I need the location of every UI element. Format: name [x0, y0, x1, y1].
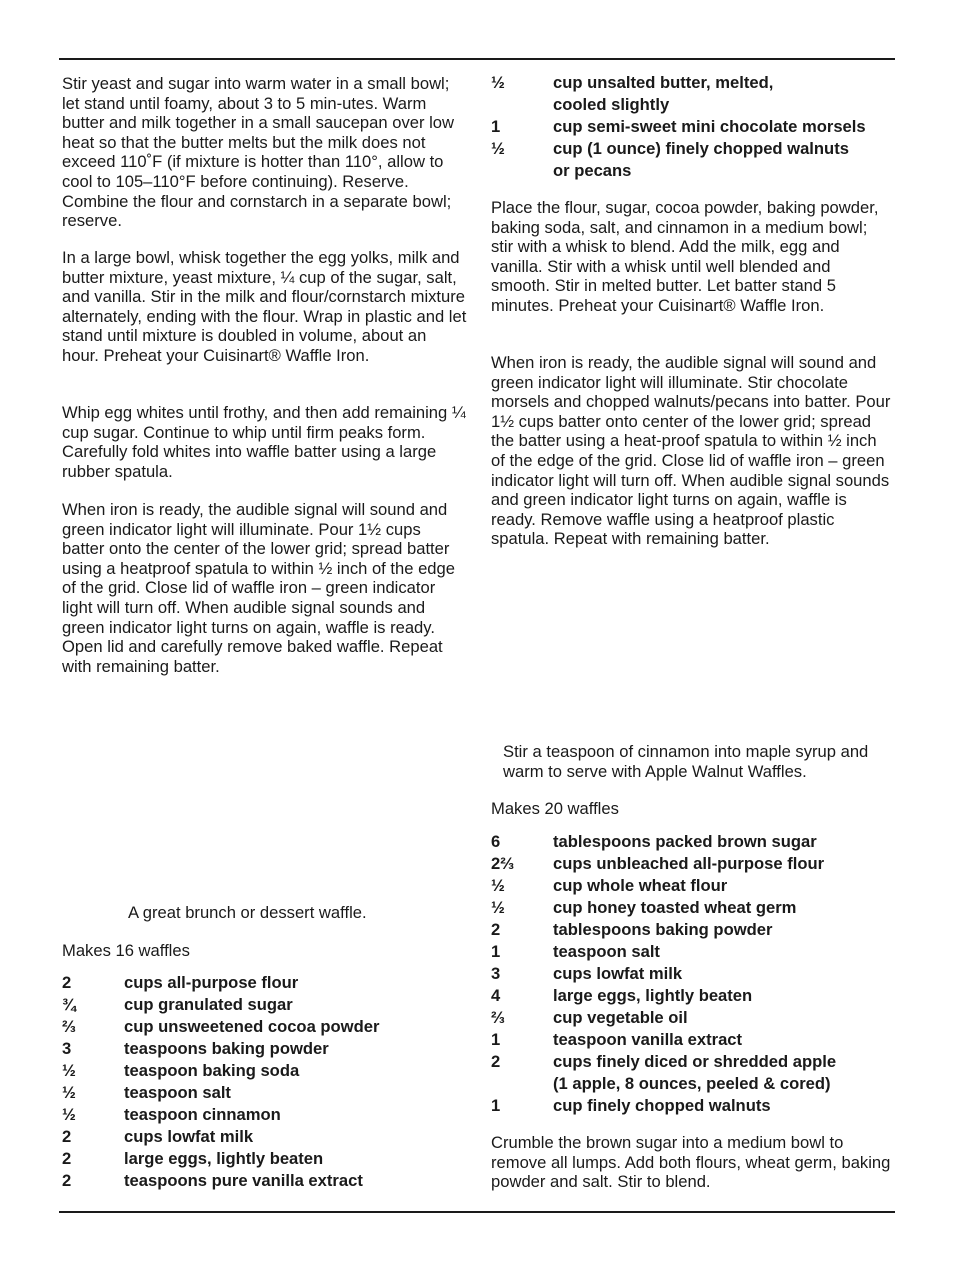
ingredient-qty: 2 [491, 1052, 501, 1071]
ingredient-qty: 1 [491, 117, 501, 136]
ingredient-row [491, 72, 893, 116]
ingredient-row [491, 985, 893, 1007]
chocolate-yield: Makes 16 waffles [62, 941, 190, 960]
ingredient-qty: 2 [62, 1171, 72, 1190]
ingredient-item: cup vegetable oil [553, 1008, 688, 1027]
bottom-rule [59, 1211, 895, 1213]
ingredient-row [62, 994, 467, 1016]
ingredient-item: cup granulated sugar [124, 995, 293, 1014]
ingredient-qty: ½ [62, 1105, 76, 1124]
ingredient-item: cup finely chopped walnuts [553, 1096, 771, 1115]
ingredient-qty: 2 [62, 973, 72, 992]
chocolate-ingredient-list [62, 972, 467, 1192]
ingredient-row [62, 1082, 467, 1104]
ingredient-row [62, 1148, 467, 1170]
ingredient-qty: 1 [491, 942, 501, 961]
ingredient-qty: ½ [491, 73, 505, 92]
apple-ingredient-list [491, 831, 893, 1117]
ingredient-qty: 2 [62, 1127, 72, 1146]
apple-intro: Stir a teaspoon of cinnamon into maple syrup and warm to serve with Apple Walnut Waffles. [503, 742, 869, 781]
ingredient-item: teaspoon vanilla extract [553, 1030, 743, 1049]
ingredient-qty: ¾ [62, 995, 76, 1014]
ingredient-row [62, 1170, 467, 1192]
ingredient-row [491, 138, 893, 182]
ingredient-row [62, 1060, 467, 1082]
top-rule [59, 58, 895, 60]
yeast-step-2: In a large bowl, whisk together the egg yolks, milk and butter mixture, yeast mixture, ¼ cup of the sugar, salt, and vanilla. Stir in the milk and flour/cornstarch mixture alternately, ending with the flour. Wrap in plastic and let stand until mixture is doubled in volume, about an hour. Preheat your Cuisinart® Waffle Iron. [62, 248, 467, 365]
ingredient-row [491, 1029, 893, 1051]
ingredient-qty: 1 [491, 1096, 501, 1115]
ingredient-row [491, 875, 893, 897]
ingredient-row [62, 1126, 467, 1148]
ingredient-qty: 1 [491, 1030, 501, 1049]
chocolate-intro: A great brunch or dessert waffle. [128, 903, 367, 922]
yeast-step-3: Whip egg whites until frothy, and then add remaining ¼ cup sugar. Continue to whip until firm peaks form. Carefully fold whites into waffle batter using a large rubber spatula. [62, 403, 466, 481]
ingredient-item: teaspoon salt [124, 1083, 231, 1102]
ingredient-row [491, 1007, 893, 1029]
yeast-step-1: Stir yeast and sugar into warm water in a small bowl; let stand until foamy, about 3 to 5 min-utes. Warm butter and milk together in a small saucepan over low heat so that the butter melts but the milk does not exceed 110˚F (if mixture is hotter than 110°, allow to cool to 105–110°F before continuing). Reserve. Combine the flour and cornstarch in a separate bowl; reserve. [62, 74, 455, 231]
ingredient-item: cups lowfat milk [124, 1127, 254, 1146]
ingredient-item: cup unsweetened cocoa powder [124, 1017, 380, 1036]
ingredient-item: cup whole wheat flour [553, 876, 728, 895]
ingredient-row [491, 941, 893, 963]
ingredient-item: teaspoon baking soda [124, 1061, 300, 1080]
ingredient-row [491, 853, 893, 875]
ingredient-qty: ½ [491, 139, 505, 158]
ingredient-row [62, 972, 467, 994]
ingredient-qty: ⅔ [491, 1008, 505, 1027]
ingredient-item: large eggs, lightly beaten [553, 986, 753, 1005]
ingredient-item: teaspoons pure vanilla extract [124, 1171, 363, 1190]
ingredient-item: cup (1 ounce) finely chopped walnuts or pecans [553, 139, 849, 180]
ingredient-row [62, 1016, 467, 1038]
ingredient-item: cup honey toasted wheat germ [553, 898, 797, 917]
ingredient-qty: ½ [491, 876, 505, 895]
ingredient-item: tablespoons packed brown sugar [553, 832, 817, 851]
ingredient-item: teaspoon salt [553, 942, 660, 961]
ingredient-qty: ½ [62, 1061, 76, 1080]
ingredient-item: teaspoons baking powder [124, 1039, 329, 1058]
ingredient-qty: ½ [62, 1083, 76, 1102]
apple-step-1: Crumble the brown sugar into a medium bowl to remove all lumps. Add both flours, wheat germ, baking powder and salt. Stir to blend. [491, 1133, 891, 1192]
ingredient-item: cups lowfat milk [553, 964, 683, 983]
ingredient-row [491, 897, 893, 919]
ingredient-qty: ⅔ [62, 1017, 76, 1036]
ingredient-row [491, 116, 893, 138]
ingredient-item: cup unsalted butter, melted, cooled slightly [553, 73, 774, 114]
ingredient-qty: 3 [62, 1039, 72, 1058]
ingredient-row [491, 963, 893, 985]
ingredient-qty: 2 [491, 920, 501, 939]
ingredient-item: tablespoons baking powder [553, 920, 773, 939]
ingredient-item: cups finely diced or shredded apple (1 apple, 8 ounces, peeled & cored) [553, 1052, 837, 1093]
apple-yield: Makes 20 waffles [491, 799, 619, 818]
ingredient-row [62, 1038, 467, 1060]
ingredient-row [491, 831, 893, 853]
ingredient-qty: 4 [491, 986, 501, 1005]
chocolate-ingredient-list-cont [491, 72, 893, 182]
ingredient-item: large eggs, lightly beaten [124, 1149, 324, 1168]
ingredient-row [491, 1095, 893, 1117]
chocolate-step-2: When iron is ready, the audible signal will sound and green indicator light will illuminate. Stir chocolate morsels and chopped walnuts/pecans into batter. Pour 1½ cups batter onto center of the lower grid; spread the batter using a heat-proof spatula to within ½ inch of the edge of the grid. Close lid of waffle iron – green indicator light will turn off. When audible signal sounds and green indicator light turns on again, waffle is ready. Remove waffle using a heatproof plastic spatula. Repeat with remaining batter. [491, 353, 891, 549]
ingredient-qty: ½ [491, 898, 505, 917]
ingredient-row [62, 1104, 467, 1126]
chocolate-step-1: Place the flour, sugar, cocoa powder, baking powder, baking soda, salt, and cinnamon in a medium bowl; stir with a whisk to blend. Add the milk, egg and vanilla. Stir with a whisk until well blended and smooth. Stir in melted butter. Let batter stand 5 minutes. Preheat your Cuisinart® Waffle Iron. [491, 198, 879, 315]
ingredient-qty: 2 [62, 1149, 72, 1168]
ingredient-item: cups all-purpose flour [124, 973, 299, 992]
ingredient-item: teaspoon cinnamon [124, 1105, 281, 1124]
ingredient-qty: 6 [491, 832, 501, 851]
ingredient-row [491, 919, 893, 941]
ingredient-row [491, 1051, 893, 1095]
ingredient-qty: 3 [491, 964, 501, 983]
ingredient-item: cups unbleached all-purpose flour [553, 854, 825, 873]
yeast-step-4: When iron is ready, the audible signal will sound and green indicator light will illuminate. Pour 1½ cups batter onto the center of the lower grid; spread batter using a heatproof spatula to within ½ inch of the edge of the grid. Close lid of waffle iron – green indicator light will turn off. When audible signal sounds and green indicator light turns on again, waffle is ready. Open lid and carefully remove baked waffle. Repeat with remaining batter. [62, 500, 455, 676]
ingredient-qty: 2⅔ [491, 854, 515, 873]
ingredient-item: cup semi-sweet mini chocolate morsels [553, 117, 866, 136]
